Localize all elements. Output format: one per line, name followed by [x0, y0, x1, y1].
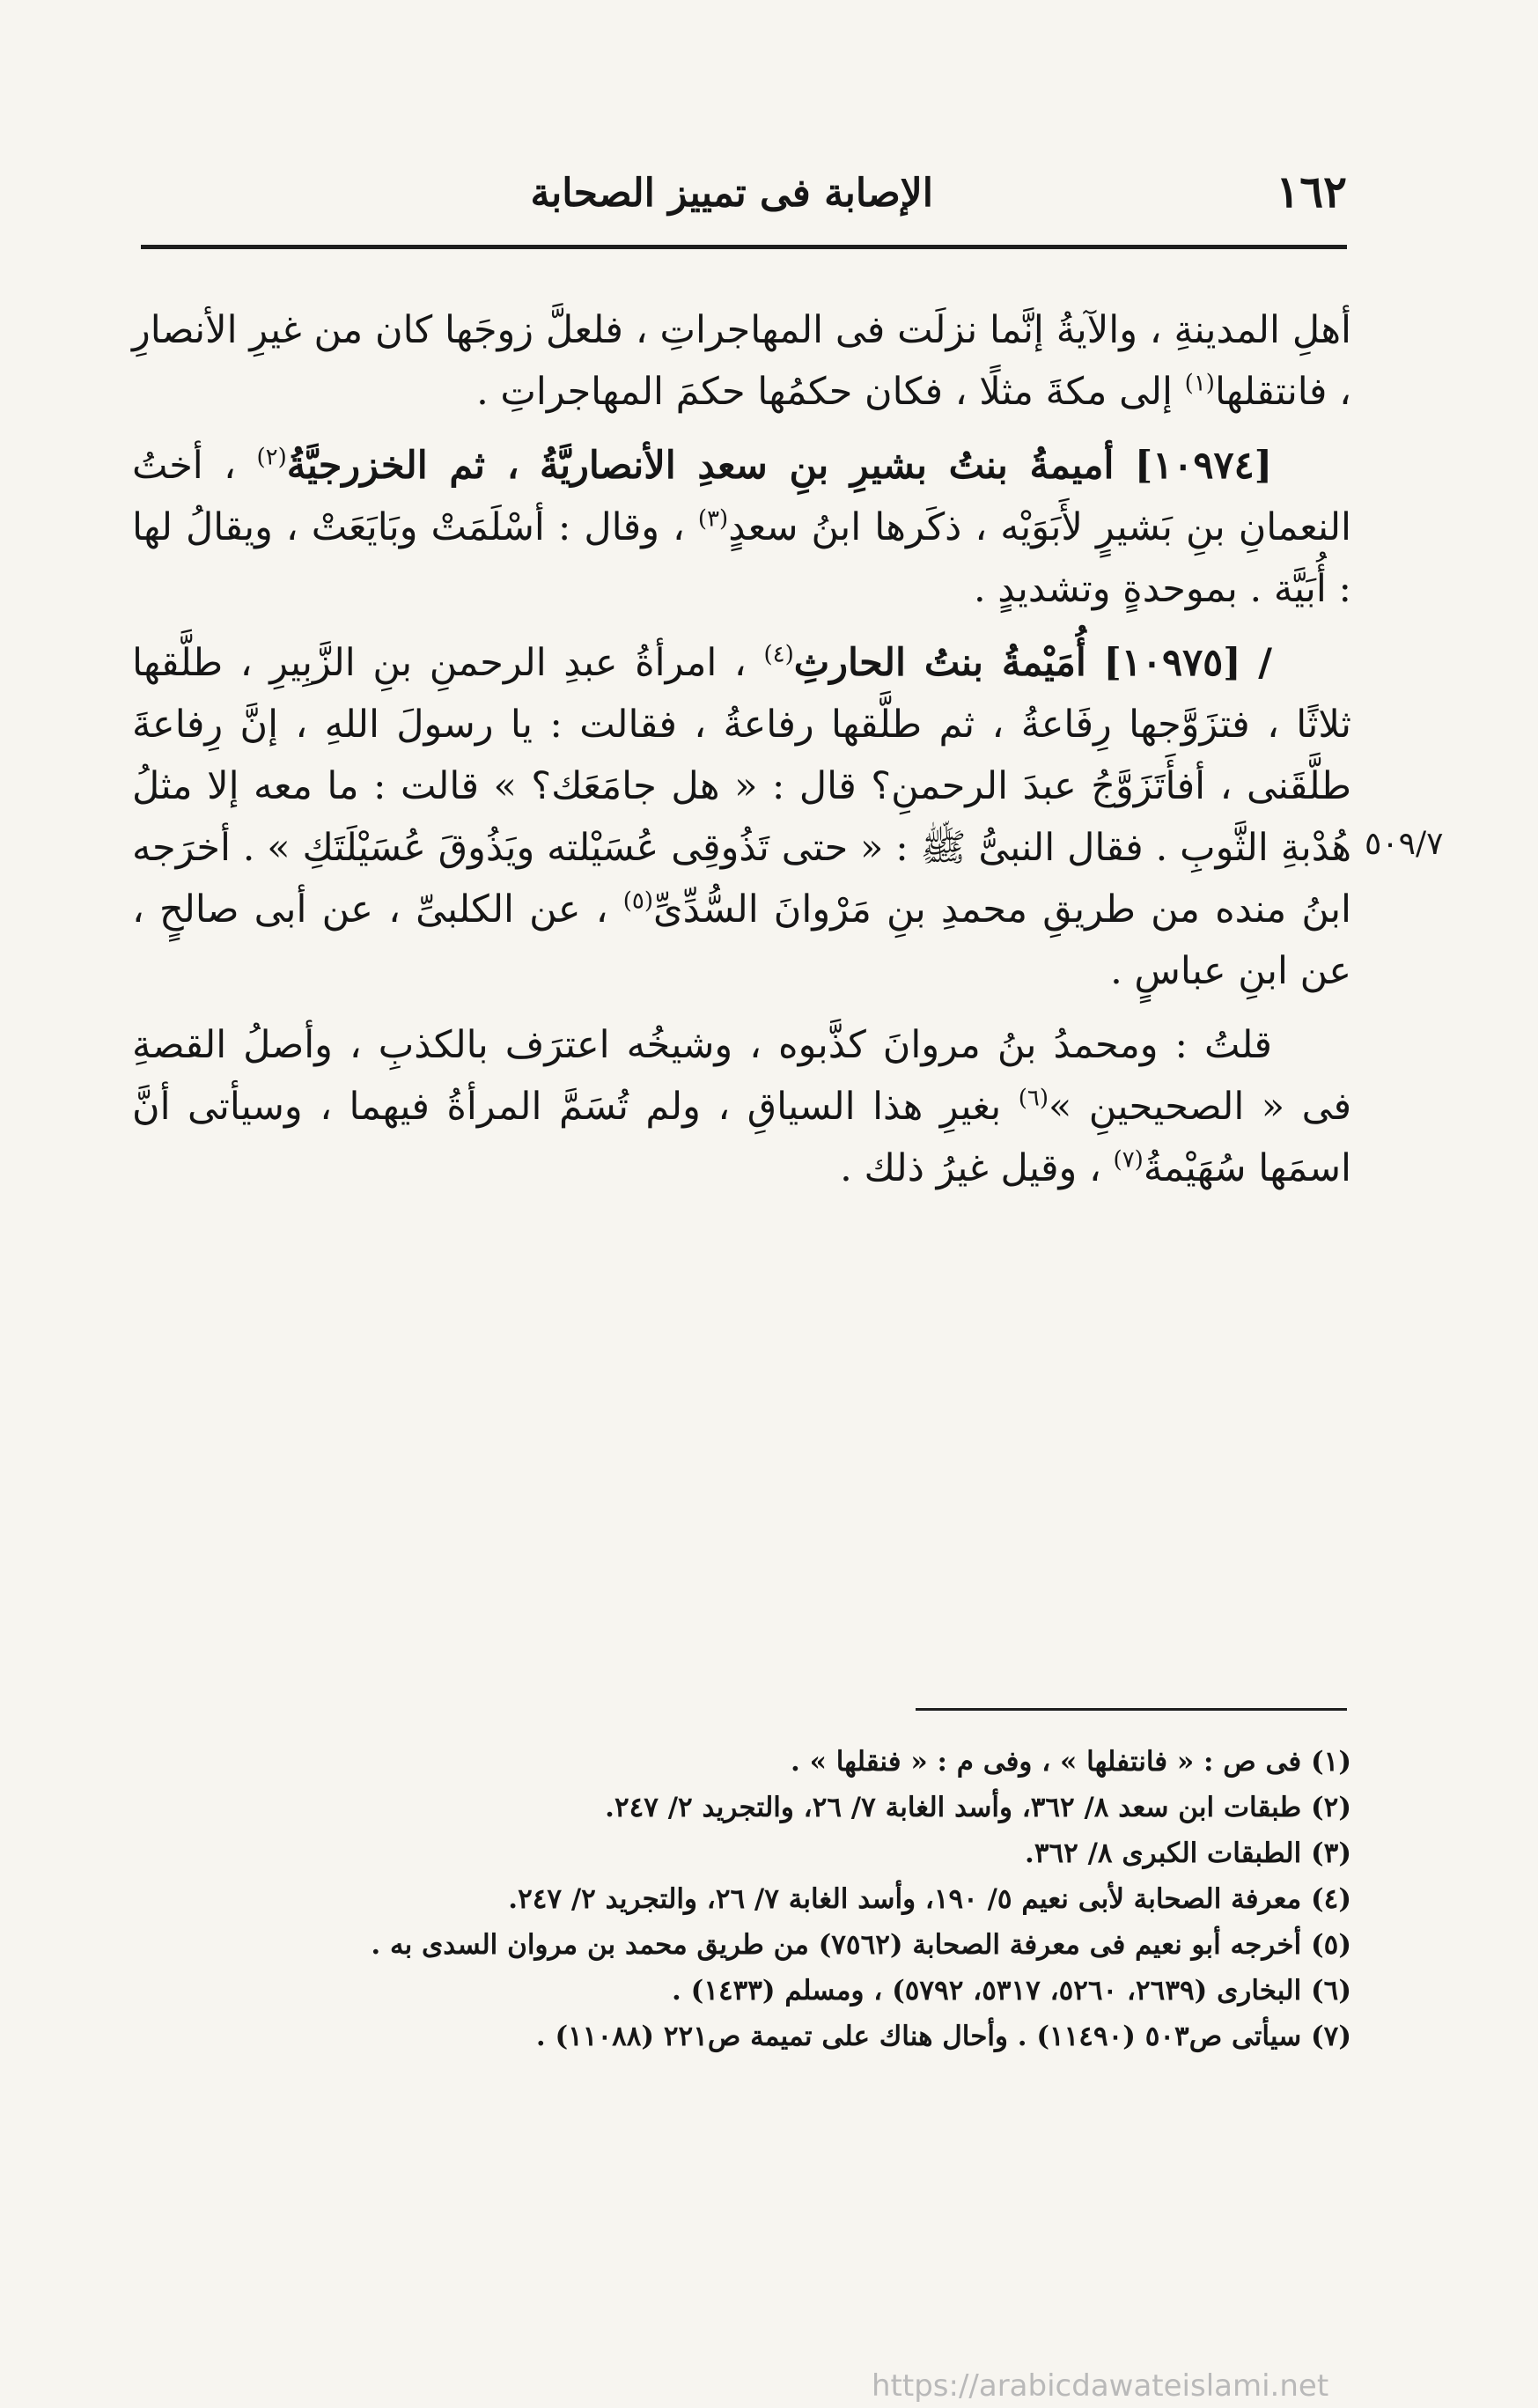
paragraph-continuation: أهلِ المدينةِ ، والآيةُ إنَّما نزلَت فى المهاجراتِ ، فلعلَّ زوجَها كان من غيرِ الأنصارِ ، فانتقلها$^{(١)}$ إلى مكةَ مثلًا ، فكان حكمُها حكمَ المهاجراتِ . — [132, 308, 1352, 414]
entry-10974: [١٠٩٧٤] أميمةُ بنتُ بشيرِ بنِ سعدِ الأنصاريَّةُ ، ثم الخزرجيَّةُ$^{(٢)}$ ، أختُ النعمانِ بنِ بَشيرٍ لأَبَوَيْه ، ذكَرها ابنُ سعدٍ$^{(٣)}$ ، وقال : أسْلَمَتْ وبَايَعَتْ ، ويقالُ لها : أُبَيَّة . بموحدةٍ وتشديدٍ . — [132, 444, 1351, 611]
footnote-marker: (١) — [1184, 370, 1215, 397]
running-title: الإصابة فى تمييز الصحابة — [530, 171, 933, 216]
footnote-divider — [916, 1708, 1347, 1711]
footnote-5: (٥) أخرجه أبو نعيم فى معرفة الصحابة (٧٥٦٢) من طريق محمد بن مروان السدى به . — [371, 1929, 1351, 1961]
footnote-marker: (٦) — [1018, 1085, 1049, 1112]
footnote-4: (٤) معرفة الصحابة لأبى نعيم ٥/ ١٩٠، وأسد الغابة ٧/ ٢٦، والتجريد ٢/ ٢٤٧. — [508, 1883, 1351, 1915]
footnote-1: (١) فى ص : « فانتفلها » ، وفى م : « فنقلها » . — [790, 1746, 1351, 1778]
footnote-marker: (٧) — [1113, 1146, 1144, 1174]
entry-number: [١٠٩٧٥] — [1103, 641, 1241, 685]
footnote-marker: (٣) — [697, 505, 729, 533]
page-header — [141, 166, 1347, 218]
footnotes — [132, 1739, 1351, 2059]
footnote-7: (٧) سيأتى ص٥٠٣ (١١٤٩٠) . وأحال هناك على تميمة ص٢٢١ (١١٠٨٨) . — [535, 2021, 1351, 2052]
header-rule — [141, 245, 1347, 249]
footnote-2: (٢) طبقات ابن سعد ٨/ ٣٦٢، وأسد الغابة ٧/ ٢٦، والتجريد ٢/ ٢٤٧. — [605, 1792, 1351, 1823]
entry-number: [١٠٩٧٤] — [1134, 444, 1273, 488]
page-number: ١٦٢ — [1276, 166, 1347, 217]
margin-reference: ٥٠٩/٧ — [1365, 826, 1444, 862]
commentary-paragraph: قلتُ : ومحمدُ بنُ مروانَ كذَّبوه ، وشيخُه اعترَف بالكذبِ ، وأصلُ القصةِ فى « الصحيحينِ »$^{(٦)}$ بغيرِ هذا السياقِ ، ولم تُسَمَّ المرأةُ فيهما ، وسيأتى أنَّ اسمَها سُهَيْمةُ$^{(٧)}$ ، وقيل غيرُ ذلك . — [132, 1023, 1352, 1190]
footnote-6: (٦) البخارى (٢٦٣٩، ٥٢٦٠، ٥٣١٧، ٥٧٩٢) ، ومسلم (١٤٣٣) . — [672, 1975, 1351, 2007]
footnote-marker: (٢) — [256, 444, 287, 471]
entry-10975: / [١٠٩٧٥] أُمَيْمةُ بنتُ الحارثِ$^{(٤)}$ ، امرأةُ عبدِ الرحمنِ بنِ الزَّبِيرِ ، طلَّقها ثلاثًا ، فتزَوَّجها رِفَاعةُ ، ثم طلَّقها رفاعةُ ، فقالت : يا رسولَ اللهِ ، إنَّ رِفاعةَ طلَّقَنى ، أفأَتَزَوَّجُ عبدَ الرحمنِ؟ قال : « هل جامَعَك؟ » قالت : ما معه إلا مثلُ هُدْبةِ الثَّوبِ . فقال النبىُّ ﷺ : « حتى تَذُوقِى عُسَيْلته ويَذُوقَ عُسَيْلَتَكِ » . أخرَجه ابنُ منده من طريقِ محمدِ بنِ مَرْوانَ السُّدِّىِّ$^{(٥)}$ ، عن الكلبىِّ ، عن أبى صالحٍ ، عن ابنِ عباسٍ . — [132, 641, 1351, 993]
footnote-3: (٣) الطبقات الكبرى ٨/ ٣٦٢. — [1025, 1837, 1351, 1869]
footnote-marker: (٤) — [763, 641, 794, 668]
main-text — [132, 299, 1351, 1211]
entry-name: أميمةُ بنتُ بشيرِ بنِ سعدِ الأنصاريَّةُ — [540, 444, 1115, 488]
entry-name: أُمَيْمةُ بنتُ الحارثِ — [793, 641, 1086, 685]
footnote-marker: (٥) — [622, 887, 654, 915]
watermark-url: https://arabicdawateislami.net — [872, 2368, 1329, 2404]
